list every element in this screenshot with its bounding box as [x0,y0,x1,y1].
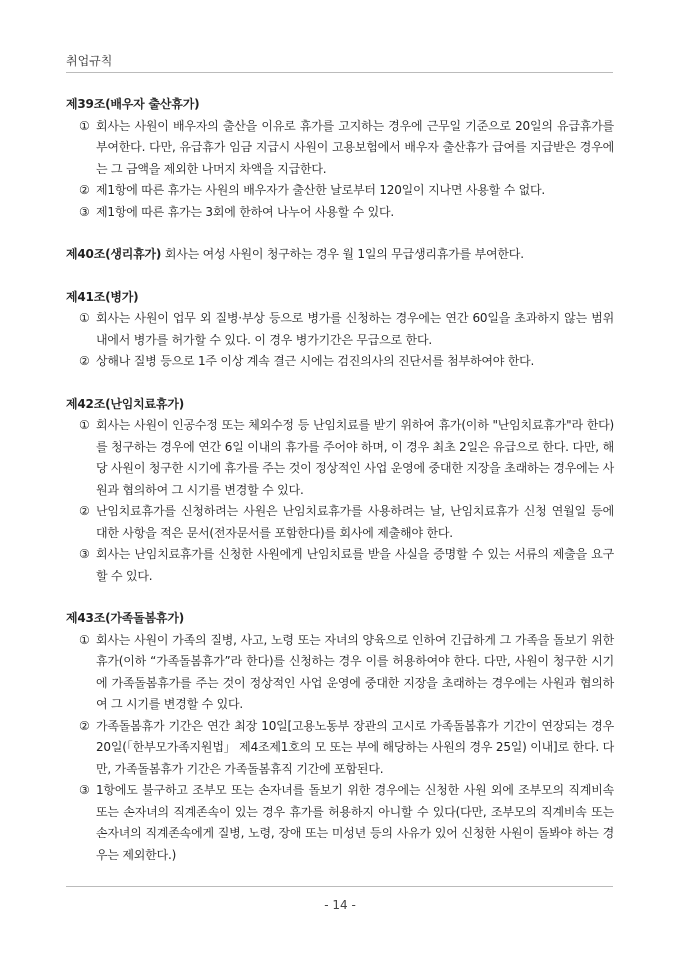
item-text: 제1항에 따른 휴가는 사원의 배우자가 출산한 날로부터 120일이 지나면 사용할 수 없다. [96,183,546,197]
item-text: 난임치료휴가를 신청하려는 사원은 난임치료휴가를 사용하려는 날, 난임치료휴가 신청 연월일 등에 대한 사항을 적은 문서(전자문서를 포함한다)를 회사에 제출해야 한다. [96,504,614,540]
article-item [66,716,614,781]
article-title: 제42조(난임치료휴가) [66,396,185,411]
item-number: ② [79,183,90,197]
item-number: ② [79,354,90,368]
article-39 [66,94,614,223]
article-item [66,544,614,587]
item-text: 제1항에 따른 휴가는 3회에 한하여 나누어 사용할 수 있다. [96,204,395,219]
article-title: 제39조(배우자 출산휴가) [66,97,200,111]
item-number: ① [79,311,90,325]
article-item [66,202,614,224]
article-items [66,630,614,867]
item-text: 회사는 사원이 가족의 질병, 사고, 노령 또는 자녀의 양육으로 인하여 긴급하게 그 가족을 돌보기 위한 휴가(이하 “가족돌봄휴가”라 한다)를 신청하는 경우 이를 허용하여야 한다. 다만, 사원이 청구한 시기에 가족돌봄휴가를 주는 것이 정상적인 사업 운영에 중대한 지장을 초래하는 경우에는 사원과 협의하여 그 시기를 변경할 수 있다. [96,632,614,711]
article-42 [66,394,614,588]
article-title: 제43조(가족돌봄휴가) [66,611,185,625]
article-item [66,351,614,373]
article-item [66,180,614,202]
item-text: 1항에도 불구하고 조부모 또는 손자녀를 돌보기 위한 경우에는 신청한 사원 외에 조부모의 직계비속 또는 손자녀의 직계존속이 있는 경우 휴가를 허용하지 아니할 수 있다(다만, 조부모의 직계비속 또는 손자녀의 직계존속에게 질병, 노령, 장애 또는 미성년 등의 사유가 있어 신청한 사원이 돌봐야 하는 경우는 제외한다.) [96,783,614,862]
document-body [66,94,614,887]
item-text: 가족돌봄휴가 기간은 연간 최장 10일[고용노동부 장관의 고시로 가족돌봄휴가 기간이 연장되는 경우 20일(「한부모가족지원법」 제4조제1호의 모 또는 부에 해당하는 사원의 경우 25일) 이내]로 한다. 다만, 가족돌봄휴가 기간은 가족돌봄휴직 기간에 포함된다. [96,718,614,776]
article-items [66,415,614,587]
article-item [66,780,614,866]
header-divider [66,72,613,73]
article-40 [66,244,614,266]
article-item [66,308,614,351]
item-text: 회사는 사원이 배우자의 출산을 이유로 휴가를 고지하는 경우에 근무일 기준으로 20일의 유급휴가를 부여한다. 다만, 유급휴가 임금 지급시 사원이 고용보험에서 배우자 출산휴가 급여를 지급받은 경우에는 그 금액을 제외한 나머지 차액을 지급한다. [96,118,614,176]
article-item [66,630,614,716]
article-items [66,308,614,373]
item-text: 회사는 사원이 인공수정 또는 체외수정 등 난임치료를 받기 위하여 휴가(이하 "난임치료휴가"라 한다)를 청구하는 경우에 연간 6일 이내의 휴가를 주어야 하며, 이 경우 최초 2일은 유급으로 한다. 다만, 해당 사원이 청구한 시기에 휴가를 주는 것이 정상적인 사업 운영에 중대한 지장을 초래하는 경우에는 사원과 협의하여 그 시기를 변경할 수 있다. [96,418,614,497]
item-number: ① [79,418,90,432]
article-text: 회사는 여성 사원이 청구하는 경우 월 1일의 무급생리휴가를 부여한다. [164,247,524,261]
item-text: 회사는 난임치료휴가를 신청한 사원에게 난임치료를 받을 사실을 증명할 수 있는 서류의 제출을 요구할 수 있다. [96,547,614,583]
article-item [66,415,614,501]
item-text: 회사는 사원이 업무 외 질병·부상 등으로 병가를 신청하는 경우에는 연간 60일을 초과하지 않는 범위 내에서 병가를 허가할 수 있다. 이 경우 병가기간은 무급으로 한다. [96,311,614,347]
article-title: 제40조(생리휴가) [66,247,162,261]
article-title: 제41조(병가) [66,289,139,304]
item-text: 상해나 질병 등으로 1주 이상 계속 결근 시에는 검진의사의 진단서를 첨부하여야 한다. [96,354,535,368]
item-number: ② [79,718,90,733]
item-number: ② [79,504,90,518]
item-number: ① [79,118,90,133]
page-number: - 14 - [324,898,356,912]
article-43 [66,608,614,866]
item-number: ③ [79,204,90,219]
item-number: ③ [79,547,90,561]
document-header: 취업규칙 [66,54,113,68]
footer-divider [66,886,613,887]
article-item [66,501,614,544]
article-41 [66,287,614,373]
item-number: ③ [79,783,90,797]
article-items [66,116,614,224]
item-number: ① [79,632,90,647]
article-item [66,116,614,181]
